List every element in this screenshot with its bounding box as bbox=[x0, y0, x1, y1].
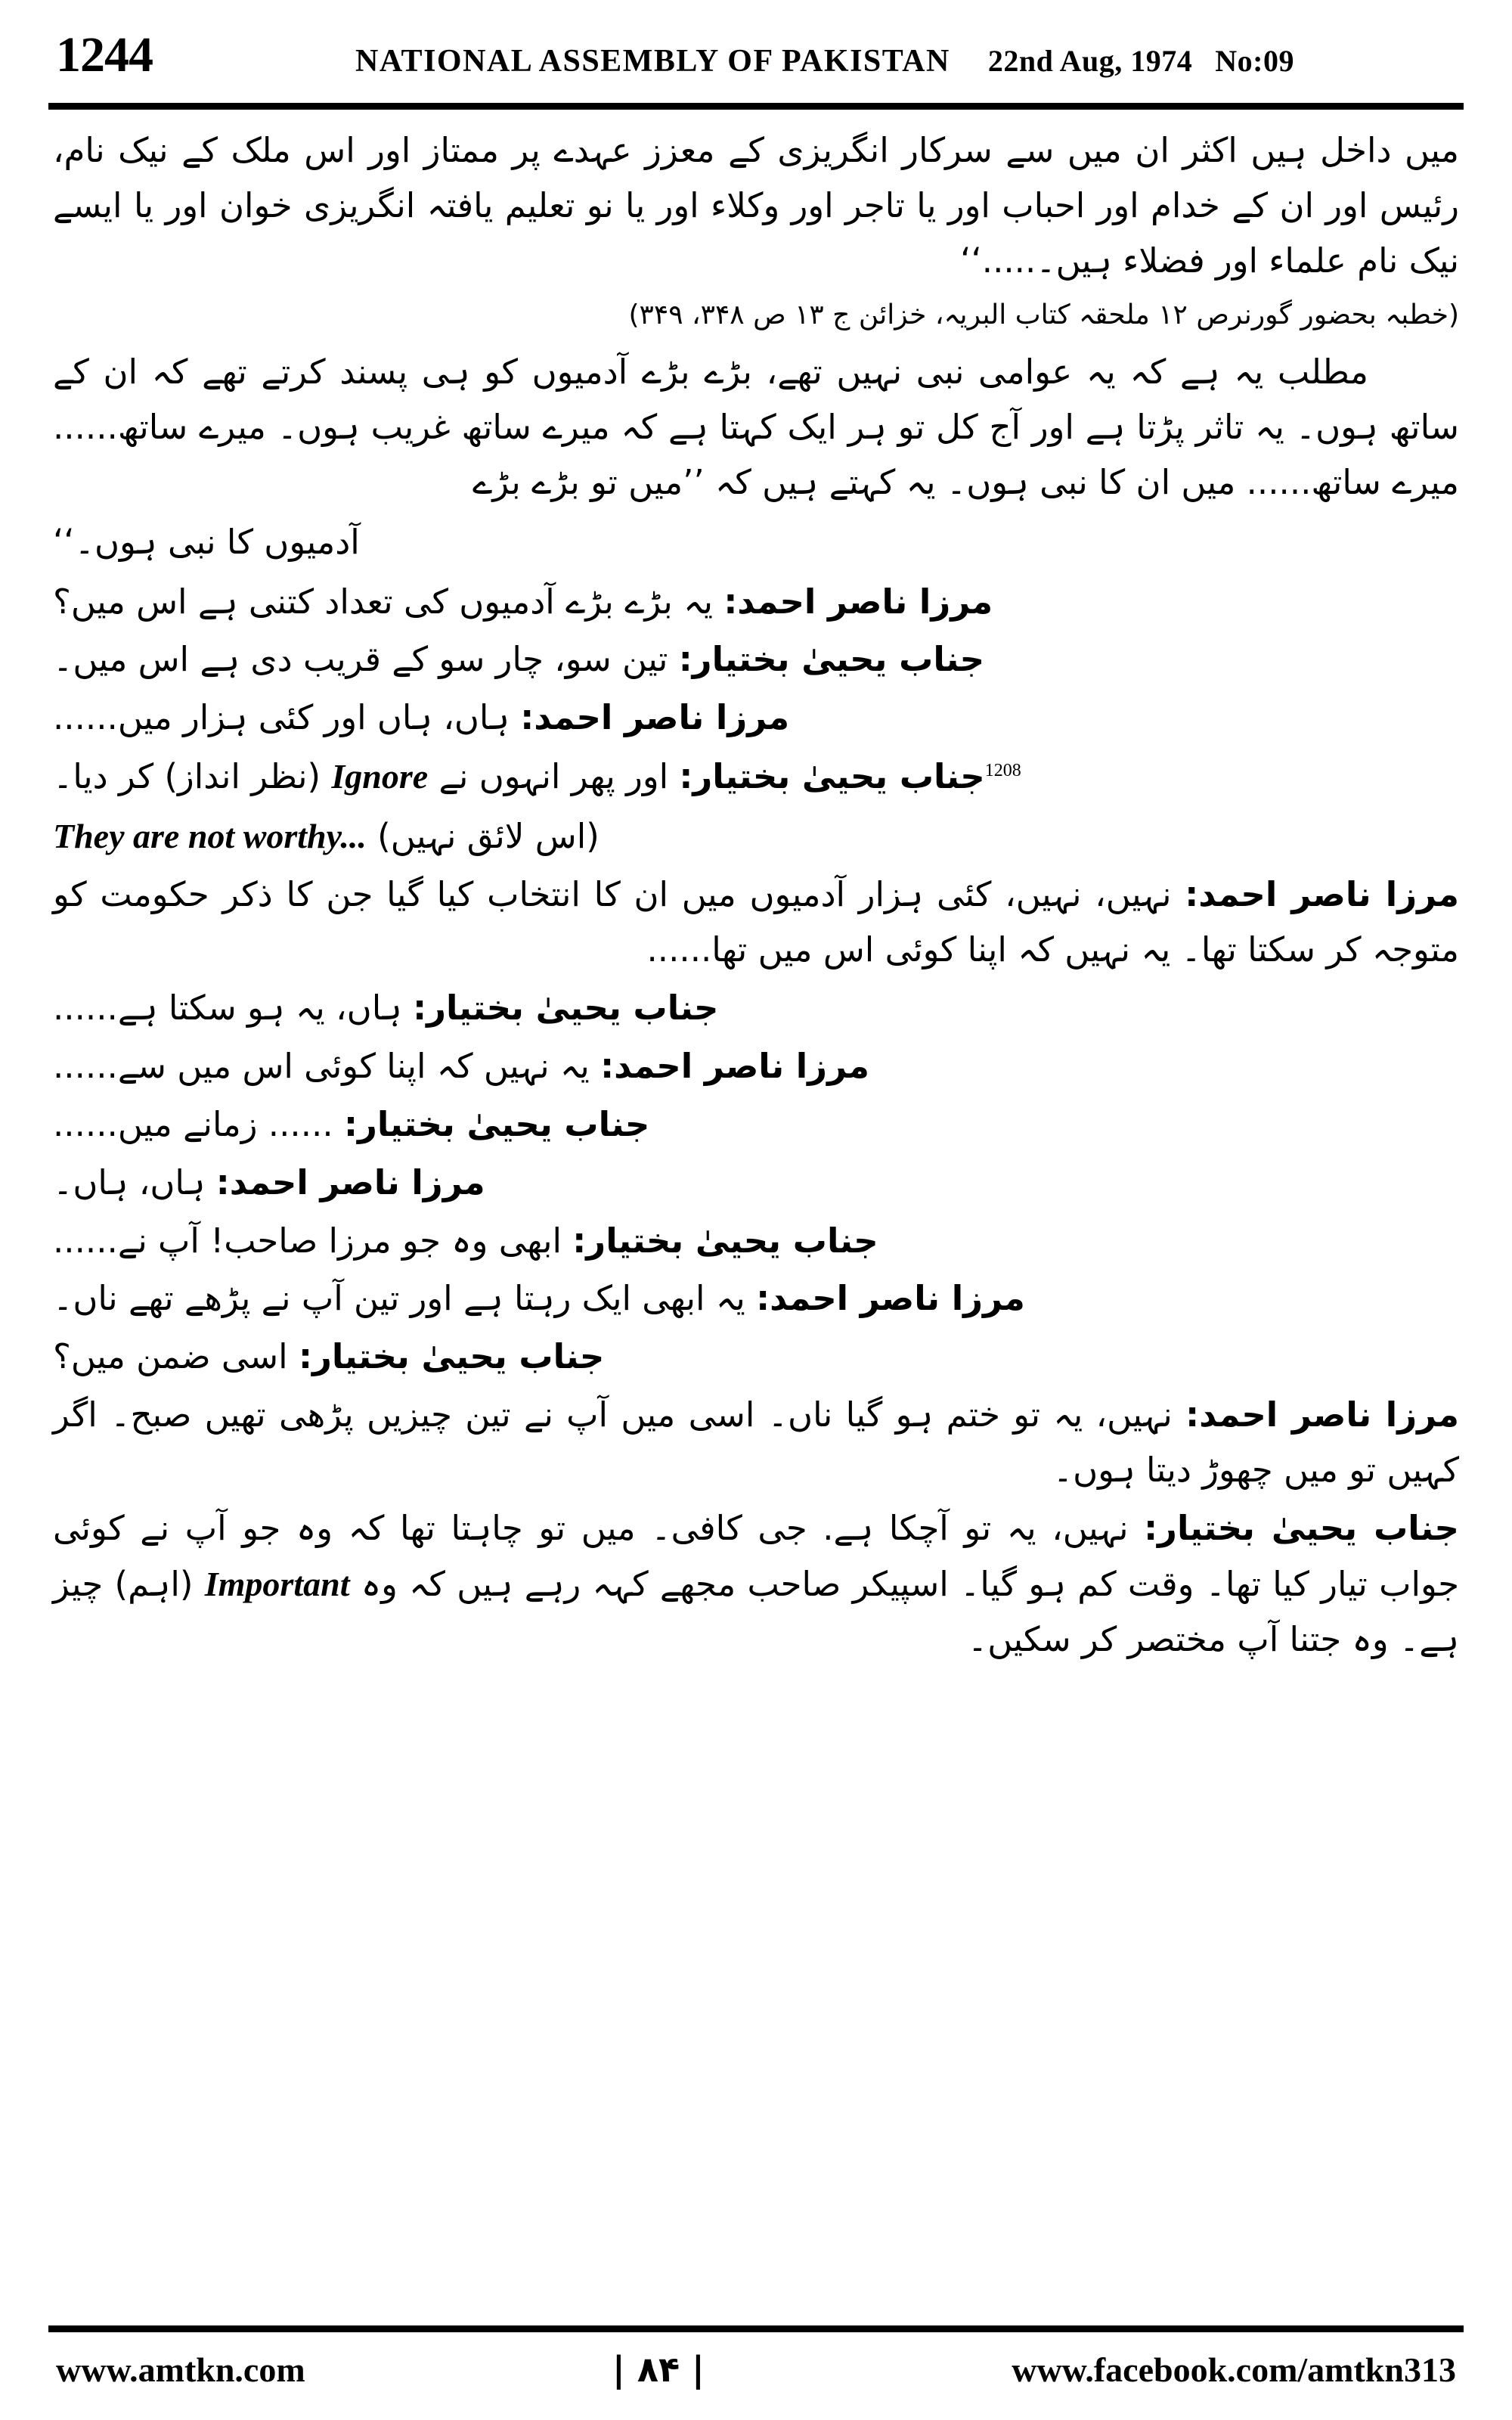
speech-text: یہ بڑے بڑے آدمیوں کی تعداد کتنی ہے اس میں؟ bbox=[53, 581, 713, 622]
website-link[interactable]: www.amtkn.com bbox=[56, 2350, 305, 2389]
paragraph-commentary: مطلب یہ ہے کہ یہ عوامی نبی نہیں تھے، بڑے بڑے آدمیوں کو ہی پسند کرتے تھے کہ ان کے ساتھ ہوں۔ یہ تاثر پڑتا ہے اور آج کل تو ہر ایک کہتا ہے کہ میرے ساتھ غریب ہوں۔ میرے ساتھ...... میرے ساتھ...... میں ان کا نبی ہوں۔ یہ کہتے ہیں کہ ’’میں تو بڑے بڑے bbox=[53, 351, 1459, 502]
speech-text: نہیں، یہ تو آچکا ہے. جی کافی۔ میں تو چاہتا تھا کہ وہ جو آپ نے کوئی جواب تیار کیا تھا۔ وقت کم ہو گیا۔ اسپیکر صاحب مجھے کہہ رہے ہیں کہ وہ bbox=[53, 1508, 1460, 1604]
page-number: 1244 bbox=[56, 27, 153, 82]
footnote-marker: 1208 bbox=[984, 761, 1021, 781]
issue-number: No:09 bbox=[1215, 44, 1294, 78]
exchange-line bbox=[53, 1271, 1459, 1326]
latin-term: Ignore bbox=[331, 757, 429, 796]
latin-phrase: They are not worthy... bbox=[53, 816, 367, 855]
latin-term: Important bbox=[204, 1564, 350, 1603]
exchange-line bbox=[53, 1097, 1459, 1153]
exchange-line bbox=[53, 690, 1459, 746]
paragraph-commentary-tail: آدمیوں کا نبی ہوں۔‘‘ bbox=[53, 521, 360, 562]
translation-text: (اس لائق نہیں) bbox=[377, 815, 600, 856]
facebook-link[interactable]: www.facebook.com/amtkn313 bbox=[1012, 2350, 1456, 2389]
speech-text: یہ نہیں کہ اپنا کوئی اس میں سے...... bbox=[53, 1045, 590, 1086]
exchange-line bbox=[53, 867, 1459, 978]
header-divider bbox=[48, 103, 1464, 110]
exchange-line bbox=[53, 1388, 1459, 1498]
source-citation: (خطبہ بحضور گورنرص ۱۲ ملحقہ کتاب البریہ، خزائن ج ۱۳ ص ۳۴۸، ۳۴۹) bbox=[628, 299, 1459, 330]
speech-text: یہ ابھی ایک رہتا ہے اور تین آپ نے پڑھے تھے ناں۔ bbox=[53, 1278, 745, 1319]
exchange-line bbox=[53, 1501, 1459, 1668]
exchange-line-english bbox=[53, 808, 1459, 865]
speaker-name: مرزا ناصر احمد: bbox=[600, 1045, 869, 1086]
speech-text: اور پھر انہوں نے bbox=[438, 756, 669, 797]
speech-text: نہیں، یہ تو ختم ہو گیا ناں۔ اسی میں آپ نے تین چیزیں پڑھی تھیں صبح۔ اگر کہیں تو میں چھوڑ دیتا ہوں۔ bbox=[53, 1395, 1459, 1491]
page-footer bbox=[42, 2318, 1470, 2390]
speaker-name: جناب یحییٰ بختیار: bbox=[1144, 1508, 1459, 1549]
speaker-name: جناب یحییٰ بختیار: bbox=[298, 1336, 605, 1377]
speech-text: ہاں، یہ ہو سکتا ہے...... bbox=[53, 988, 402, 1028]
speaker-name: مرزا ناصر احمد: bbox=[215, 1162, 485, 1202]
speech-text: ابھی وہ جو مرزا صاحب! آپ نے...... bbox=[53, 1220, 562, 1261]
assembly-title: NATIONAL ASSEMBLY OF PAKISTAN bbox=[355, 44, 950, 79]
transcript-body bbox=[42, 123, 1470, 2241]
exchange-line bbox=[53, 981, 1459, 1036]
speech-text-after: (نظر انداز) کر دیا۔ bbox=[53, 756, 321, 797]
page-header bbox=[42, 27, 1470, 98]
speech-text: ...... زمانے میں...... bbox=[53, 1103, 333, 1144]
exchange-line bbox=[53, 1329, 1459, 1385]
exchange-line bbox=[53, 575, 1459, 630]
speaker-name: مرزا ناصر احمد: bbox=[520, 697, 790, 738]
speech-text: تین سو، چار سو کے قریب دی ہے اس میں۔ bbox=[53, 639, 668, 680]
exchange-line bbox=[53, 1156, 1459, 1211]
speaker-name bbox=[679, 756, 1021, 796]
exchange-line bbox=[53, 632, 1459, 687]
speaker-name: مرزا ناصر احمد: bbox=[756, 1278, 1025, 1319]
footer-page-marker: | ۸۴ | bbox=[612, 2349, 705, 2390]
paragraph-continued: میں داخل ہیں اکثر ان میں سے سرکار انگریزی کے معزز عہدے پر ممتاز اور اس ملک کے نیک نام، رئیس اور ان کے خدام اور احباب اور یا تاجر اور وکلاء اور یا نو تعلیم یافتہ انگریزی خوان اور یا ایسے نیک نام علماء اور فضلاء ہیں۔.....‘‘ bbox=[53, 130, 1459, 281]
speaker-name-text: جناب یحییٰ بختیار: bbox=[679, 756, 985, 797]
speaker-name: جناب یحییٰ بختیار: bbox=[413, 988, 719, 1028]
exchange-line bbox=[53, 749, 1459, 805]
speaker-name: جناب یحییٰ بختیار: bbox=[572, 1220, 878, 1261]
speech-text: ہاں، ہاں اور کئی ہزار میں...... bbox=[53, 697, 510, 738]
exchange-line bbox=[53, 1039, 1459, 1094]
speaker-name: مرزا ناصر احمد: bbox=[723, 581, 993, 622]
speech-text-after: (اہم) چیز ہے۔ وہ جتنا آپ مختصر کر سکیں۔ bbox=[53, 1563, 1459, 1660]
exchange-line bbox=[53, 1214, 1459, 1269]
session-date: 22nd Aug, 1974 bbox=[987, 44, 1193, 78]
speaker-name: مرزا ناصر احمد: bbox=[1185, 874, 1459, 915]
speaker-name: جناب یحییٰ بختیار: bbox=[678, 639, 985, 680]
footer-divider bbox=[48, 2325, 1464, 2332]
header-center bbox=[192, 43, 1458, 79]
speaker-name: مرزا ناصر احمد: bbox=[1185, 1395, 1459, 1435]
footer-row bbox=[42, 2341, 1470, 2390]
speaker-name: جناب یحییٰ بختیار: bbox=[343, 1103, 650, 1144]
speech-text: نہیں، نہیں، کئی ہزار آدمیوں میں ان کا انتخاب کیا گیا جن کا ذکر حکومت کو متوجہ کر سکتا تھا۔ یہ نہیں کہ اپنا کوئی اس میں تھا...... bbox=[53, 874, 1459, 970]
speech-text: ہاں، ہاں۔ bbox=[53, 1162, 206, 1202]
speech-text: اسی ضمن میں؟ bbox=[53, 1336, 288, 1377]
